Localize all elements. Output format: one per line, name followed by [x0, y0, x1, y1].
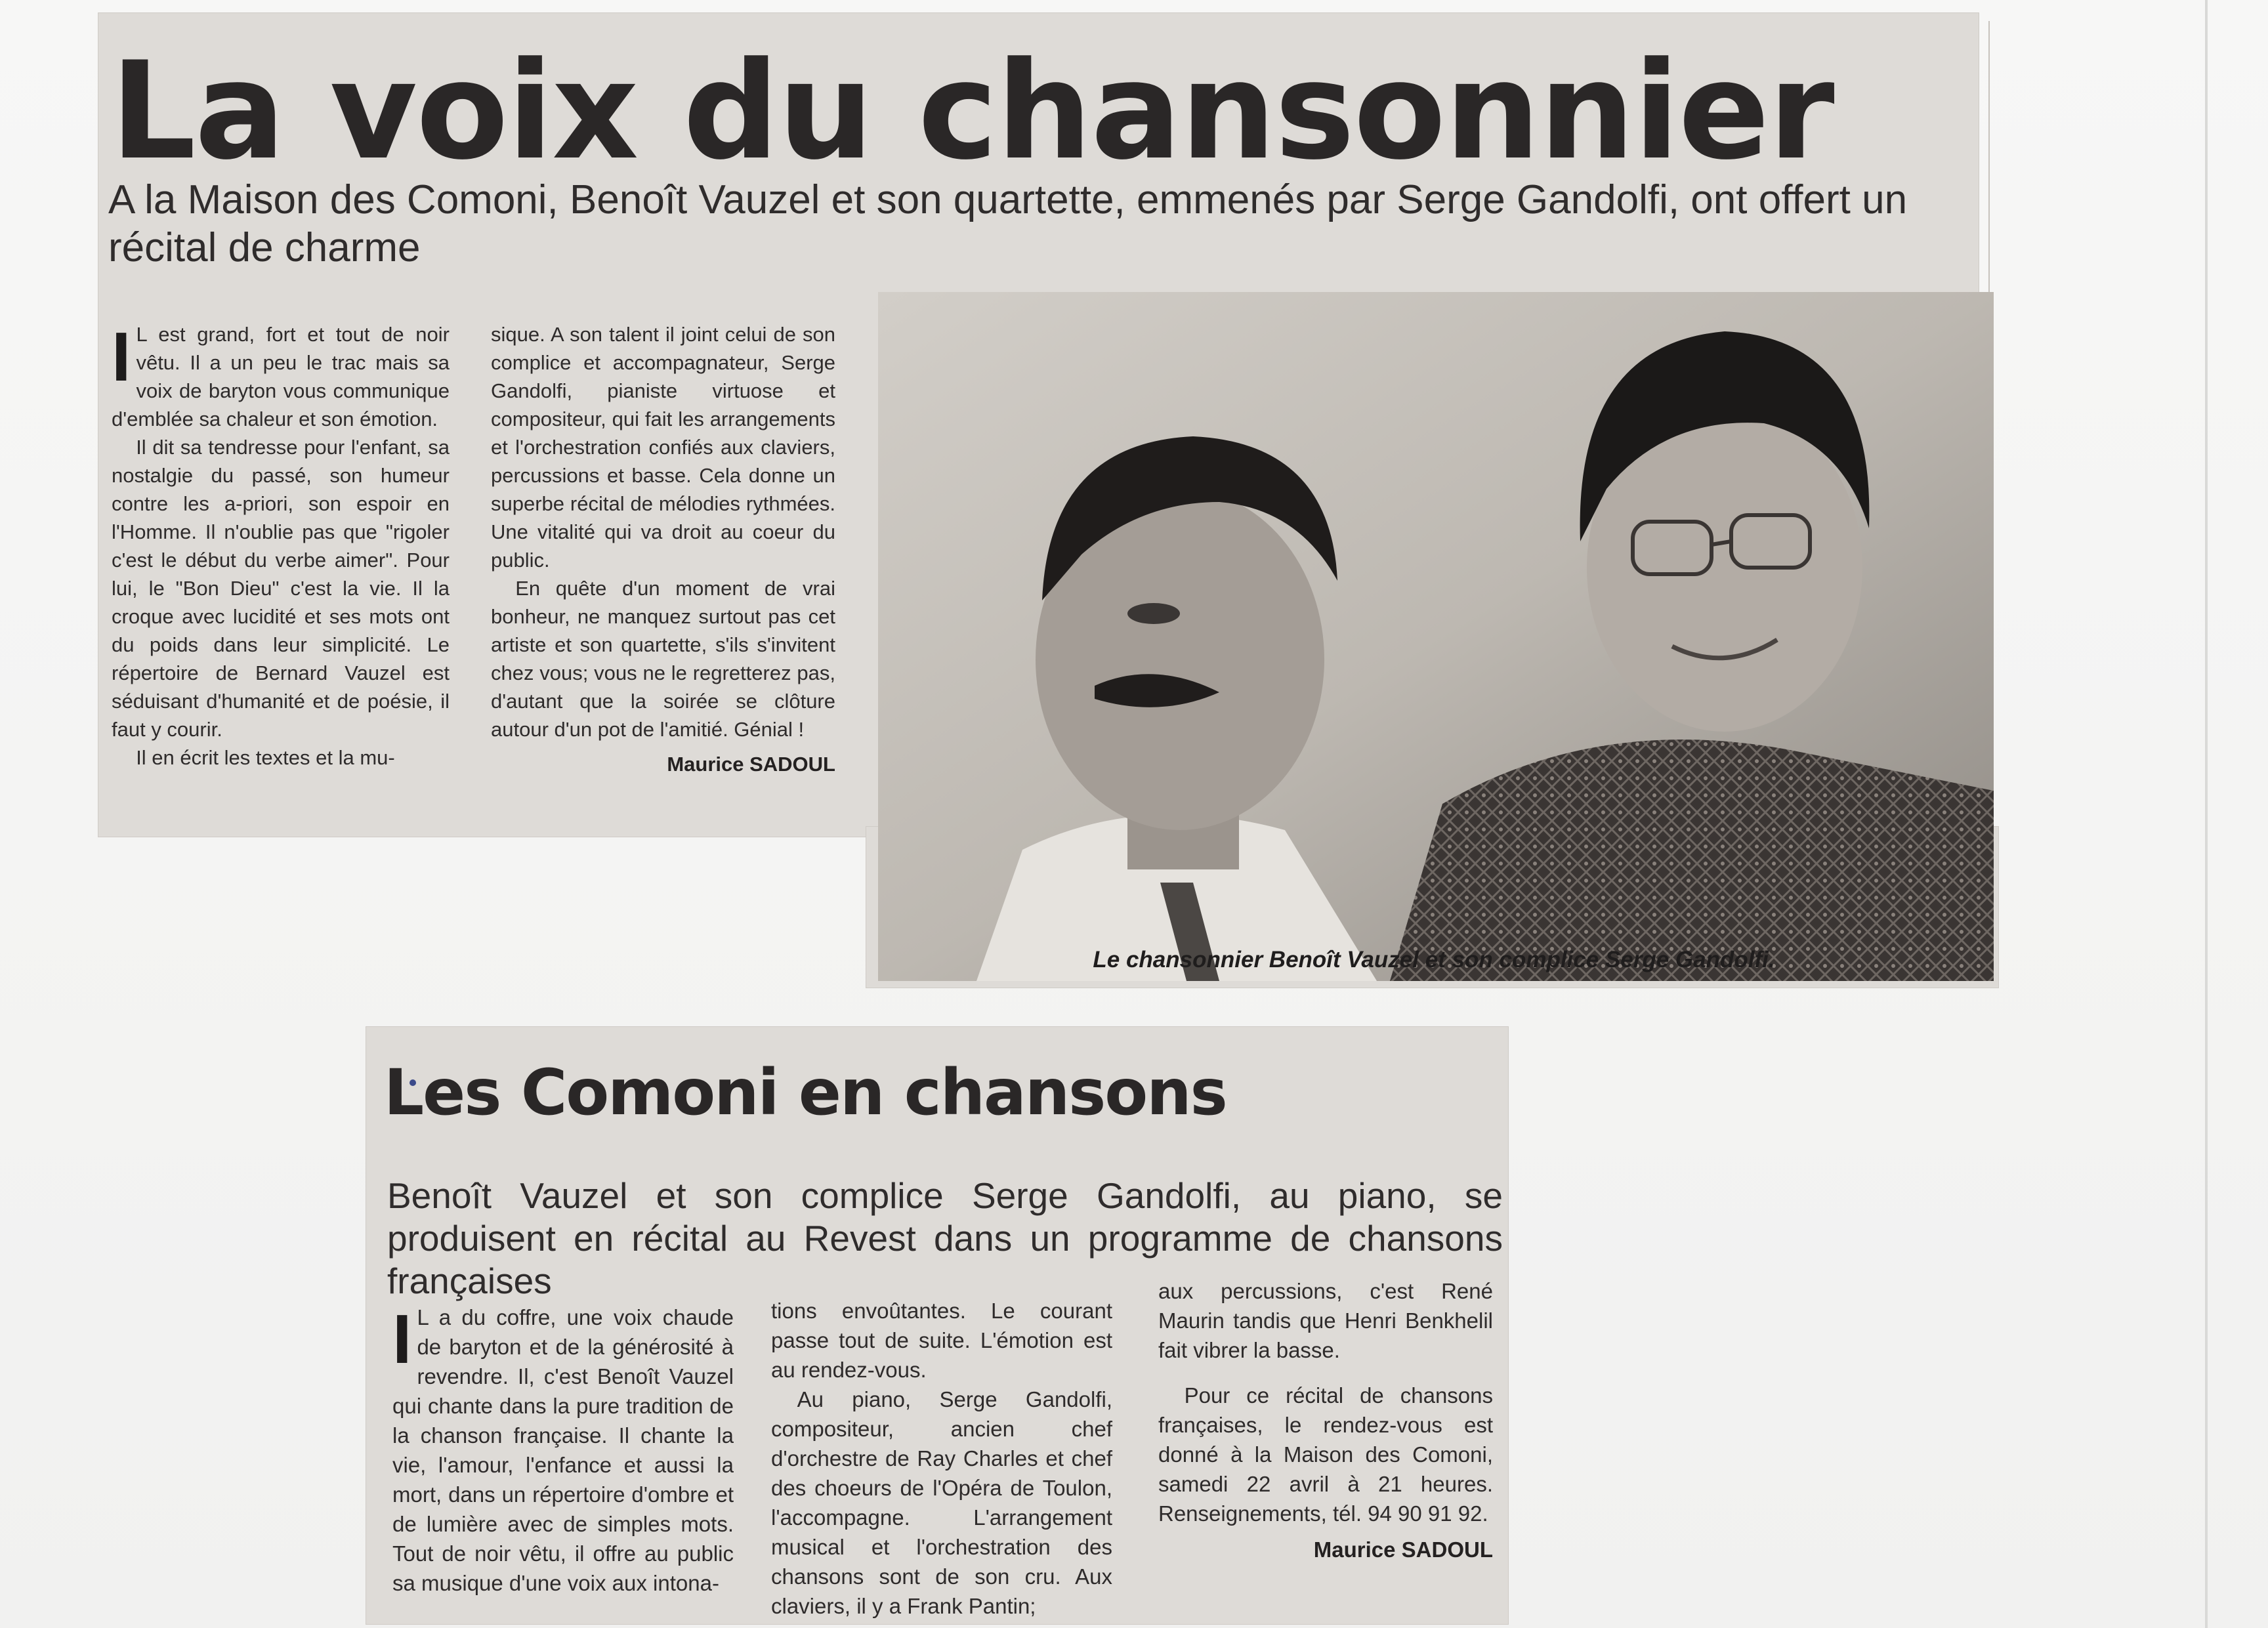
- page-edge: [2205, 0, 2208, 1628]
- article-2-paragraph: aux percussions, c'est René Maurin tandis que Henri Benkhelil fait vibrer la basse.: [1158, 1279, 1493, 1362]
- article-1-paragraph: En quête d'un moment de vrai bonheur, ne manquez surtout pas cet artiste et son quartette, s'ils s'invitent chez vous; vous ne le regretterez pas, d'autant que la soirée se clôture autour d'un pot de l'amitié. Génial !: [491, 577, 835, 741]
- article-1-column-2: [491, 320, 835, 778]
- article-1-deck: A la Maison des Comoni, Benoît Vauzel et son quartette, emmenés par Serge Gandolfi, ont offert un récital de charme: [108, 177, 1908, 271]
- article-1-byline: Maurice SADOUL: [667, 753, 835, 776]
- article-2-paragraph: I L a du coffre, une voix chaude de baryton et de la générosité à revendre. Il, c'est Benoît Vauzel qui chante dans la pure tradition de la chanson française. Il chante la vie, l'amour, l'enfance et aussi la mort, dans un répertoire d'ombre et de lumière avec de simples mots. Tout de noir vêtu, il offre au public sa musique d'une voix aux intona-: [392, 1301, 734, 1595]
- article-1-paragraph: I L est grand, fort et tout de noir vêtu. Il a un peu le trac mais sa voix de baryton vous communique d'emblée sa chaleur et son émotion.: [112, 318, 450, 430]
- article-2-paragraph: Au piano, Serge Gandolfi, compositeur, ancien chef d'orchestre de Ray Charles et chef des choeurs de l'Opéra de Toulon, l'accompagne. L'arrangement musical et l'orchestration des chansons sont de son cru. Aux claviers, il y a Frank Pantin;: [771, 1387, 1112, 1618]
- article-1-column-1: [112, 320, 450, 772]
- article-1-paragraph: Il dit sa tendresse pour l'enfant, sa nostalgie du passé, son humeur contre les a-priori, son espoir en l'Homme. Il n'oublie pas que "rigoler c'est le début du verbe aimer". Pour lui, le "Bon Dieu" c'est la vie. Il la croque avec lucidité et ses mots ont du poids dans leur simplicité. Le répertoire de Bernard Vauzel est séduisant d'humanité et de poésie, il faut y courir.: [112, 436, 450, 741]
- article-2-column-2: [771, 1296, 1112, 1621]
- article-2-headline: Les Comoni en chansons: [384, 1056, 1227, 1129]
- article-1-paragraph: Il en écrit les textes et la mu-: [136, 746, 395, 769]
- article-2-column-1: [392, 1303, 734, 1598]
- article-1-paragraph: sique. A son talent il joint celui de son complice et accompagnateur, Serge Gandolfi, pianiste virtuose et compositeur, qui fait les arrangements et l'orchestration confiés aux claviers, percussions et basse. Cela donne un superbe récital de mélodies rythmées. Une vitalité qui va droit au coeur du public.: [491, 323, 835, 572]
- article-2-byline: Maurice SADOUL: [1313, 1537, 1493, 1562]
- article-1-headline: La voix du chansonnier: [110, 33, 1834, 190]
- article-2-paragraph: tions envoûtantes. Le courant passe tout de suite. L'émotion est au rendez-vous.: [771, 1299, 1112, 1382]
- article-2-column-3: [1158, 1276, 1493, 1564]
- drop-cap: I: [392, 1301, 412, 1378]
- drop-cap: I: [112, 318, 131, 396]
- portrait-photo: [878, 292, 1994, 981]
- article-2-deck: Benoît Vauzel et son complice Serge Gandolfi, au piano, se produisent en récital au Revest dans un programme de chansons françaises: [387, 1175, 1503, 1301]
- photo-caption: Le chansonnier Benoît Vauzel et son complice Serge Gandolfi.: [1093, 947, 1775, 972]
- article-2-paragraph: Pour ce récital de chansons françaises, le rendez-vous est donné à la Maison des Comoni, samedi 22 avril à 21 heures. Renseignements, tél. 94 90 91 92.: [1158, 1383, 1493, 1526]
- photo-icon: [878, 292, 1994, 981]
